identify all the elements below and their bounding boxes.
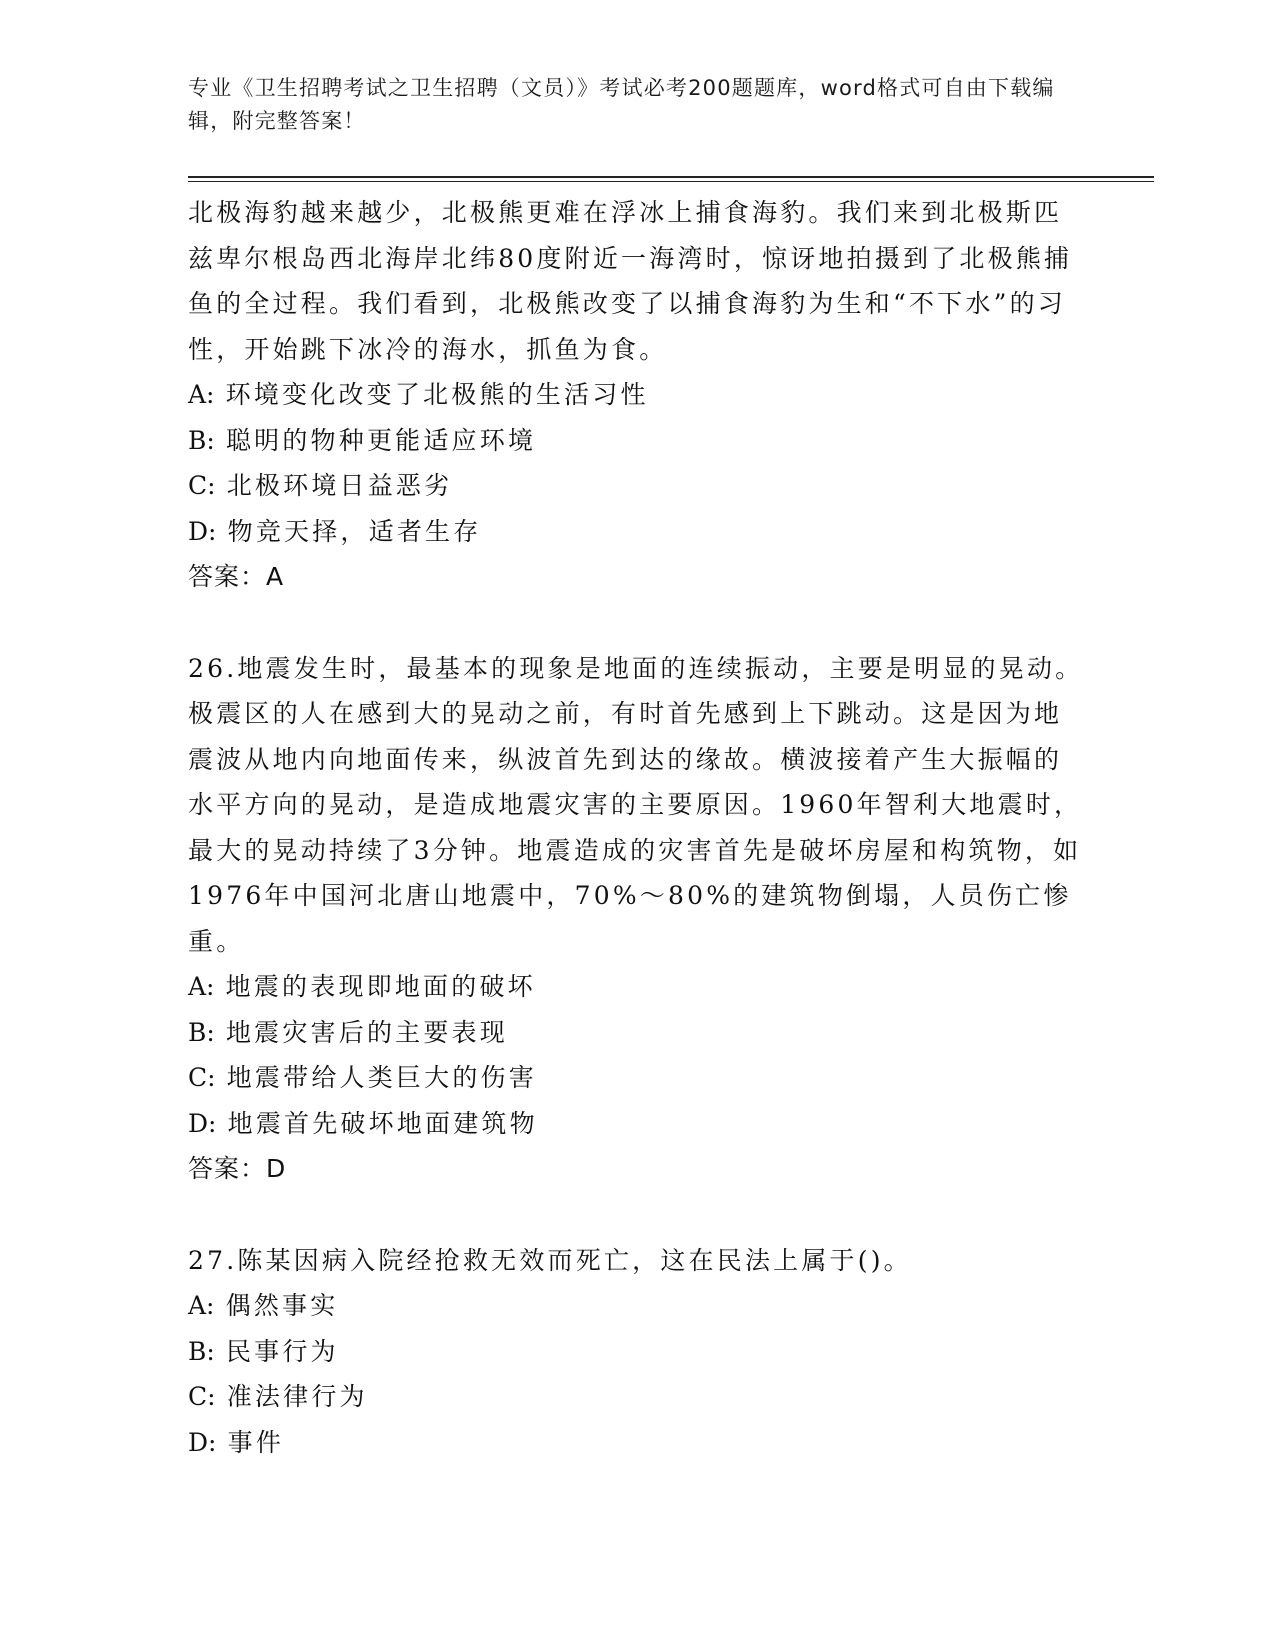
document-header: 专业《卫生招聘考试之卫生招聘（文员）》考试必考200题题库，word格式可自由下载编辑，附完整答案！	[188, 76, 1055, 133]
option-c: C: 准法律行为	[188, 1382, 368, 1411]
option-c: C: 地震带给人类巨大的伤害	[188, 1063, 537, 1092]
option-a: A: 偶然事实	[188, 1291, 339, 1320]
header-rule-thin	[188, 181, 1154, 182]
option-b: B: 地震灾害后的主要表现	[188, 1017, 508, 1047]
question-stem: 北极海豹越来越少，北极熊更难在浮冰上捕食海豹。我们来到北极斯匹兹卑尔根岛西北海岸北纬80度附近一海湾时，惊讶地拍摄到了北极熊捕鱼的全过程。我们看到，北极熊改变了以捕食海豹为生和“不下水”的习性，开始跳下冰冷的海水，抓鱼为食。	[188, 198, 1073, 364]
option-d: D: 物竞天择，适者生存	[188, 516, 482, 546]
question-list	[188, 190, 1088, 1465]
answer-line: 答案：A	[188, 562, 285, 591]
option-a: A: 环境变化改变了北极熊的生活习性	[188, 380, 649, 409]
option-c: C: 北极环境日益恶劣	[188, 471, 453, 500]
question-stem: 27.陈某因病入院经抢救无效而死亡，这在民法上属于()。	[188, 1245, 912, 1275]
option-b: B: 民事行为	[188, 1336, 339, 1366]
option-d: D: 事件	[188, 1427, 285, 1457]
question-26	[188, 646, 1088, 1192]
question-27	[188, 1238, 1088, 1466]
option-d: D: 地震首先破坏地面建筑物	[188, 1108, 538, 1138]
answer-line: 答案：D	[188, 1154, 287, 1183]
option-a: A: 地震的表现即地面的破坏	[188, 972, 536, 1001]
header-rule-thick	[188, 176, 1154, 178]
spacer	[188, 1192, 1088, 1238]
spacer	[188, 600, 1088, 646]
question-stem: 26.地震发生时，最基本的现象是地面的连续振动，主要是明显的晃动。极震区的人在感到大的晃动之前，有时首先感到上下跳动。这是因为地震波从地内向地面传来，纵波首先到达的缘故。横波接着产生大振幅的水平方向的晃动，是造成地震灾害的主要原因。1960年智利大地震时，最大的晃动持续了3分钟。地震造成的灾害首先是破坏房屋和构筑物，如1976年中国河北唐山地震中，70%～80%的建筑物倒塌，人员伤亡惨重。	[188, 653, 1084, 956]
question-25	[188, 190, 1088, 600]
option-b: B: 聪明的物种更能适应环境	[188, 425, 537, 455]
